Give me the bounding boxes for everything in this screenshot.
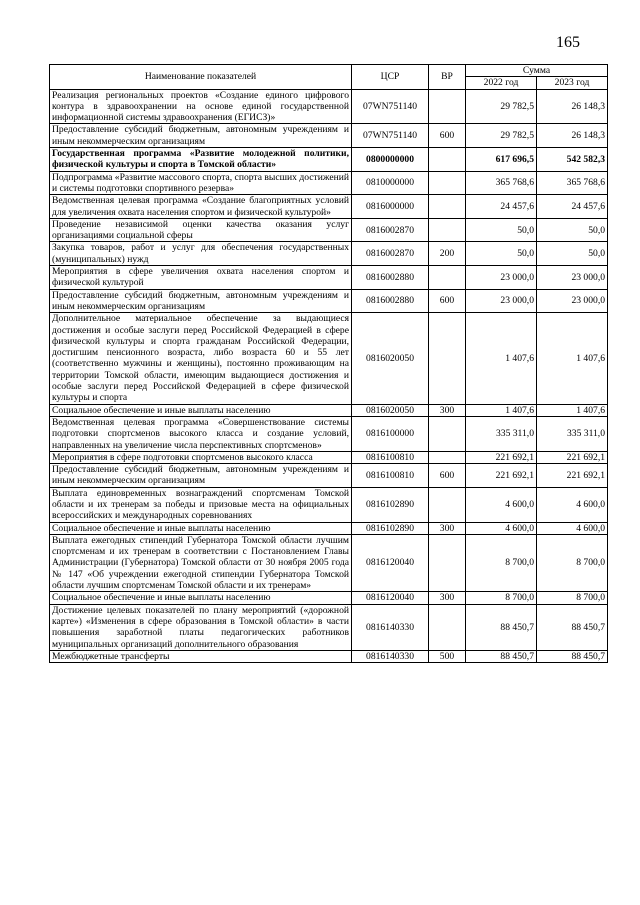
row-sum-2022: 1 407,6 — [466, 404, 537, 416]
row-csr: 0816100000 — [352, 416, 429, 451]
row-csr: 0800000000 — [352, 148, 429, 172]
row-sum-2023: 4 600,0 — [537, 522, 608, 534]
row-sum-2023: 8 700,0 — [537, 592, 608, 604]
row-sum-2022: 1 407,6 — [466, 313, 537, 404]
row-vr — [429, 218, 466, 242]
row-name: Государственная программа «Развитие молодежной политики, физической культуры и спорта в Томской области» — [50, 148, 352, 172]
header-year-2022: 2022 год — [466, 77, 537, 89]
row-sum-2023: 23 000,0 — [537, 266, 608, 290]
row-name: Социальное обеспечение и иные выплаты населению — [50, 592, 352, 604]
row-name: Предоставление субсидий бюджетным, автономным учреждениям и иным некоммерческим организациям — [50, 289, 352, 313]
table-row — [50, 124, 608, 148]
table-row — [50, 148, 608, 172]
table-row — [50, 487, 608, 522]
row-sum-2022: 88 450,7 — [466, 604, 537, 650]
row-sum-2022: 4 600,0 — [466, 522, 537, 534]
row-vr — [429, 266, 466, 290]
row-csr: 0810000000 — [352, 171, 429, 195]
row-name: Предоставление субсидий бюджетным, автономным учреждениям и иным некоммерческим организациям — [50, 464, 352, 488]
row-sum-2022: 23 000,0 — [466, 289, 537, 313]
row-name: Межбюджетные трансферты — [50, 650, 352, 662]
page-number: 165 — [556, 34, 580, 51]
row-sum-2022: 8 700,0 — [466, 592, 537, 604]
row-sum-2022: 221 692,1 — [466, 451, 537, 463]
row-name: Закупка товаров, работ и услуг для обеспечения государственных (муниципальных) нужд — [50, 242, 352, 266]
row-sum-2023: 365 768,6 — [537, 171, 608, 195]
table-row — [50, 218, 608, 242]
row-sum-2023: 1 407,6 — [537, 404, 608, 416]
row-vr — [429, 89, 466, 124]
row-vr: 500 — [429, 650, 466, 662]
row-sum-2022: 335 311,0 — [466, 416, 537, 451]
row-sum-2022: 24 457,6 — [466, 195, 537, 219]
row-sum-2022: 365 768,6 — [466, 171, 537, 195]
row-sum-2022: 88 450,7 — [466, 650, 537, 662]
row-csr: 07WN751140 — [352, 124, 429, 148]
row-vr: 600 — [429, 124, 466, 148]
row-sum-2023: 88 450,7 — [537, 604, 608, 650]
row-csr: 0816102890 — [352, 522, 429, 534]
row-name: Выплата ежегодных стипендий Губернатора Томской области лучшим спортсменам и их тренерам в соответствии с Постановлением Главы Администрации (Губернатора) Томской области от 30 ноября 2005 года № 147 «Об учреждении ежегодной стипендии Губернатора Томской области лучшим спортсменам Томской области и их тренерам» — [50, 534, 352, 591]
row-vr — [429, 416, 466, 451]
row-csr: 0816020050 — [352, 313, 429, 404]
row-name: Предоставление субсидий бюджетным, автономным учреждениям и иным некоммерческим организациям — [50, 124, 352, 148]
table-row — [50, 242, 608, 266]
row-name: Подпрограмма «Развитие массового спорта, спорта высших достижений и системы подготовки спортивного резерва» — [50, 171, 352, 195]
row-vr — [429, 148, 466, 172]
row-vr — [429, 171, 466, 195]
row-csr: 0816100810 — [352, 451, 429, 463]
row-name: Проведение независимой оценки качества оказания услуг организациями социальной сферы — [50, 218, 352, 242]
row-vr — [429, 451, 466, 463]
row-sum-2023: 88 450,7 — [537, 650, 608, 662]
row-vr — [429, 487, 466, 522]
row-name: Ведомственная целевая программа «Совершенствование системы подготовки спортсменов высокого класса и создание условий, направленных на увеличение числа перспективных спортсменов» — [50, 416, 352, 451]
row-vr: 600 — [429, 289, 466, 313]
header-vr: ВР — [429, 65, 466, 90]
row-sum-2023: 50,0 — [537, 218, 608, 242]
row-csr: 0816140330 — [352, 650, 429, 662]
row-csr: 0816120040 — [352, 534, 429, 591]
row-vr: 300 — [429, 522, 466, 534]
row-name: Социальное обеспечение и иные выплаты населению — [50, 522, 352, 534]
table-row — [50, 592, 608, 604]
row-name: Дополнительное материальное обеспечение за выдающиеся достижения и особые заслуги перед Российской Федерацией в сфере физической культуры и спорта гражданам Российской Федерации, достигшим пенсионного возраста, либо возраста 60 и 55 лет (соответственно мужчины и женщины), постоянно проживающим на территории Томской области, имеющим выдающиеся достижения и особые заслуги перед Российской Федерацией в сфере физической культуры и спорта — [50, 313, 352, 404]
row-csr: 0816100810 — [352, 464, 429, 488]
row-sum-2022: 617 696,5 — [466, 148, 537, 172]
row-sum-2023: 4 600,0 — [537, 487, 608, 522]
row-sum-2022: 23 000,0 — [466, 266, 537, 290]
row-sum-2023: 24 457,6 — [537, 195, 608, 219]
header-year-2023: 2023 год — [537, 77, 608, 89]
row-sum-2023: 8 700,0 — [537, 534, 608, 591]
table-row — [50, 451, 608, 463]
row-vr — [429, 604, 466, 650]
row-csr: 0816002880 — [352, 266, 429, 290]
row-sum-2022: 4 600,0 — [466, 487, 537, 522]
row-vr: 300 — [429, 592, 466, 604]
row-sum-2023: 26 148,3 — [537, 89, 608, 124]
row-vr: 300 — [429, 404, 466, 416]
row-sum-2023: 221 692,1 — [537, 464, 608, 488]
row-sum-2023: 50,0 — [537, 242, 608, 266]
row-csr: 0816102890 — [352, 487, 429, 522]
table-row — [50, 534, 608, 591]
row-name: Реализация региональных проектов «Создание единого цифрового контура в здравоохранении на основе единой государственной информационной системы здравоохранения (ЕГИСЗ)» — [50, 89, 352, 124]
row-vr — [429, 534, 466, 591]
row-sum-2023: 542 582,3 — [537, 148, 608, 172]
table-row — [50, 404, 608, 416]
row-sum-2023: 26 148,3 — [537, 124, 608, 148]
row-csr: 0816020050 — [352, 404, 429, 416]
row-name: Мероприятия в сфере увеличения охвата населения спортом и физической культурой — [50, 266, 352, 290]
row-name: Мероприятия в сфере подготовки спортсменов высокого класса — [50, 451, 352, 463]
table-row — [50, 650, 608, 662]
table-row — [50, 195, 608, 219]
table-row — [50, 313, 608, 404]
row-sum-2023: 1 407,6 — [537, 313, 608, 404]
row-sum-2023: 221 692,1 — [537, 451, 608, 463]
header-csr: ЦСР — [352, 65, 429, 90]
row-vr — [429, 313, 466, 404]
row-name: Ведомственная целевая программа «Создание благоприятных условий для увеличения охвата населения спортом и физической культурой» — [50, 195, 352, 219]
row-sum-2022: 29 782,5 — [466, 89, 537, 124]
row-sum-2022: 8 700,0 — [466, 534, 537, 591]
header-name: Наименование показателей — [50, 65, 352, 90]
row-sum-2022: 50,0 — [466, 242, 537, 266]
budget-table — [49, 64, 608, 663]
row-name: Социальное обеспечение и иные выплаты населению — [50, 404, 352, 416]
row-csr: 07WN751140 — [352, 89, 429, 124]
table-row — [50, 522, 608, 534]
row-vr — [429, 195, 466, 219]
row-csr: 0816002880 — [352, 289, 429, 313]
row-csr: 0816000000 — [352, 195, 429, 219]
row-csr: 0816002870 — [352, 218, 429, 242]
row-sum-2022: 50,0 — [466, 218, 537, 242]
row-sum-2022: 29 782,5 — [466, 124, 537, 148]
row-csr: 0816140330 — [352, 604, 429, 650]
header-sum: Сумма — [466, 65, 608, 77]
table-row — [50, 604, 608, 650]
table-row — [50, 266, 608, 290]
row-csr: 0816002870 — [352, 242, 429, 266]
row-sum-2023: 335 311,0 — [537, 416, 608, 451]
table-body — [50, 89, 608, 663]
row-sum-2023: 23 000,0 — [537, 289, 608, 313]
table-row — [50, 464, 608, 488]
row-sum-2022: 221 692,1 — [466, 464, 537, 488]
row-name: Достижение целевых показателей по плану мероприятий («дорожной карте») «Изменения в сфере образования в Томской области» в части повышения заработной платы педагогических работников муниципальных организаций дополнительного образования — [50, 604, 352, 650]
table-row — [50, 416, 608, 451]
table-row — [50, 171, 608, 195]
row-name: Выплата единовременных вознаграждений спортсменам Томской области и их тренерам за победы и призовые места на официальных всероссийских и международных соревнованиях — [50, 487, 352, 522]
row-vr: 200 — [429, 242, 466, 266]
table-row — [50, 89, 608, 124]
row-csr: 0816120040 — [352, 592, 429, 604]
row-vr: 600 — [429, 464, 466, 488]
table-row — [50, 289, 608, 313]
